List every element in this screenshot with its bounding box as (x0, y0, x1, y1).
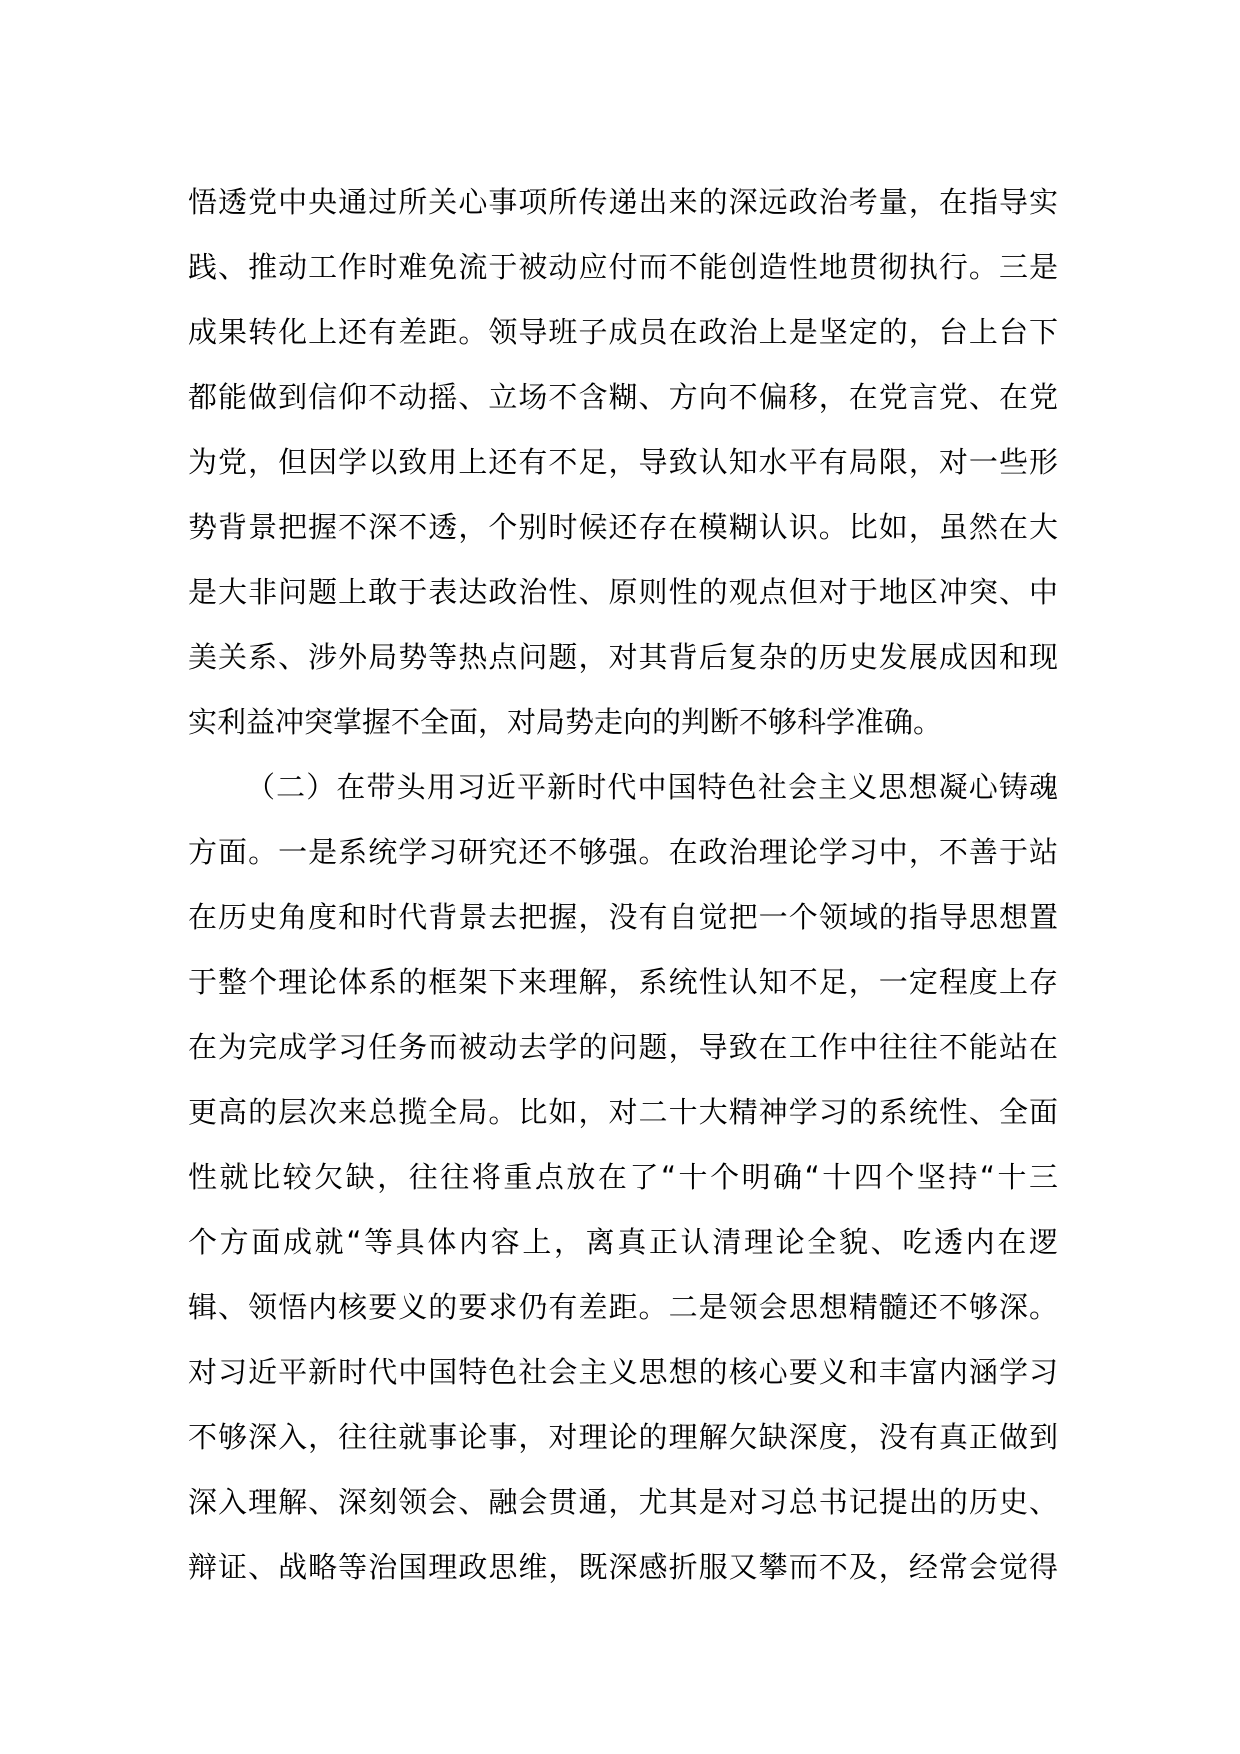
text-line: 美关系、涉外局势等热点问题，对其背后复杂的历史发展成因和现 (188, 640, 1058, 674)
text-line: 势背景把握不深不透，个别时候还存在模糊认识。比如，虽然在大 (188, 510, 1058, 544)
text-line: 辑、领悟内核要义的要求仍有差距。二是领会思想精髓还不够深。 (188, 1290, 1058, 1324)
text-line: 成果转化上还有差距。领导班子成员在政治上是坚定的，台上台下 (188, 315, 1058, 349)
text-line: 在为完成学习任务而被动去学的问题，导致在工作中往往不能站在 (188, 1030, 1058, 1064)
text-line: 不够深入，往往就事论事，对理论的理解欠缺深度，没有真正做到 (188, 1420, 1058, 1454)
text-line: 悟透党中央通过所关心事项所传递出来的深远政治考量，在指导实 (188, 185, 1058, 219)
text-line: 在历史角度和时代背景去把握，没有自觉把一个领域的指导思想置 (188, 900, 1058, 934)
paragraph (188, 170, 1058, 755)
text-line: 性就比较欠缺，往往将重点放在了“十个明确“十四个坚持“十三 (188, 1160, 1058, 1194)
document-body (188, 170, 1058, 1600)
text-line: 于整个理论体系的框架下来理解，系统性认知不足，一定程度上存 (188, 965, 1058, 999)
text-line: 个方面成就“等具体内容上，离真正认清理论全貌、吃透内在逻 (188, 1225, 1058, 1259)
text-line: 深入理解、深刻领会、融会贯通，尤其是对习总书记提出的历史、 (188, 1485, 1058, 1519)
text-line: 对习近平新时代中国特色社会主义思想的核心要义和丰富内涵学习 (188, 1355, 1058, 1389)
text-line: 实利益冲突掌握不全面，对局势走向的判断不够科学准确。 (188, 705, 943, 739)
text-line: 辩证、战略等治国理政思维，既深感折服又攀而不及，经常会觉得 (188, 1550, 1058, 1584)
text-line: （二）在带头用习近平新时代中国特色社会主义思想凝心铸魂 (246, 770, 1058, 804)
text-line: 是大非问题上敢于表达政治性、原则性的观点但对于地区冲突、中 (188, 575, 1058, 609)
text-line: 都能做到信仰不动摇、立场不含糊、方向不偏移，在党言党、在党 (188, 380, 1058, 414)
text-line: 为党，但因学以致用上还有不足，导致认知水平有局限，对一些形 (188, 445, 1058, 479)
text-line: 践、推动工作时难免流于被动应付而不能创造性地贯彻执行。三是 (188, 250, 1058, 284)
text-line: 更高的层次来总揽全局。比如，对二十大精神学习的系统性、全面 (188, 1095, 1058, 1129)
text-line: 方面。一是系统学习研究还不够强。在政治理论学习中，不善于站 (188, 835, 1058, 869)
paragraph (188, 755, 1058, 1600)
